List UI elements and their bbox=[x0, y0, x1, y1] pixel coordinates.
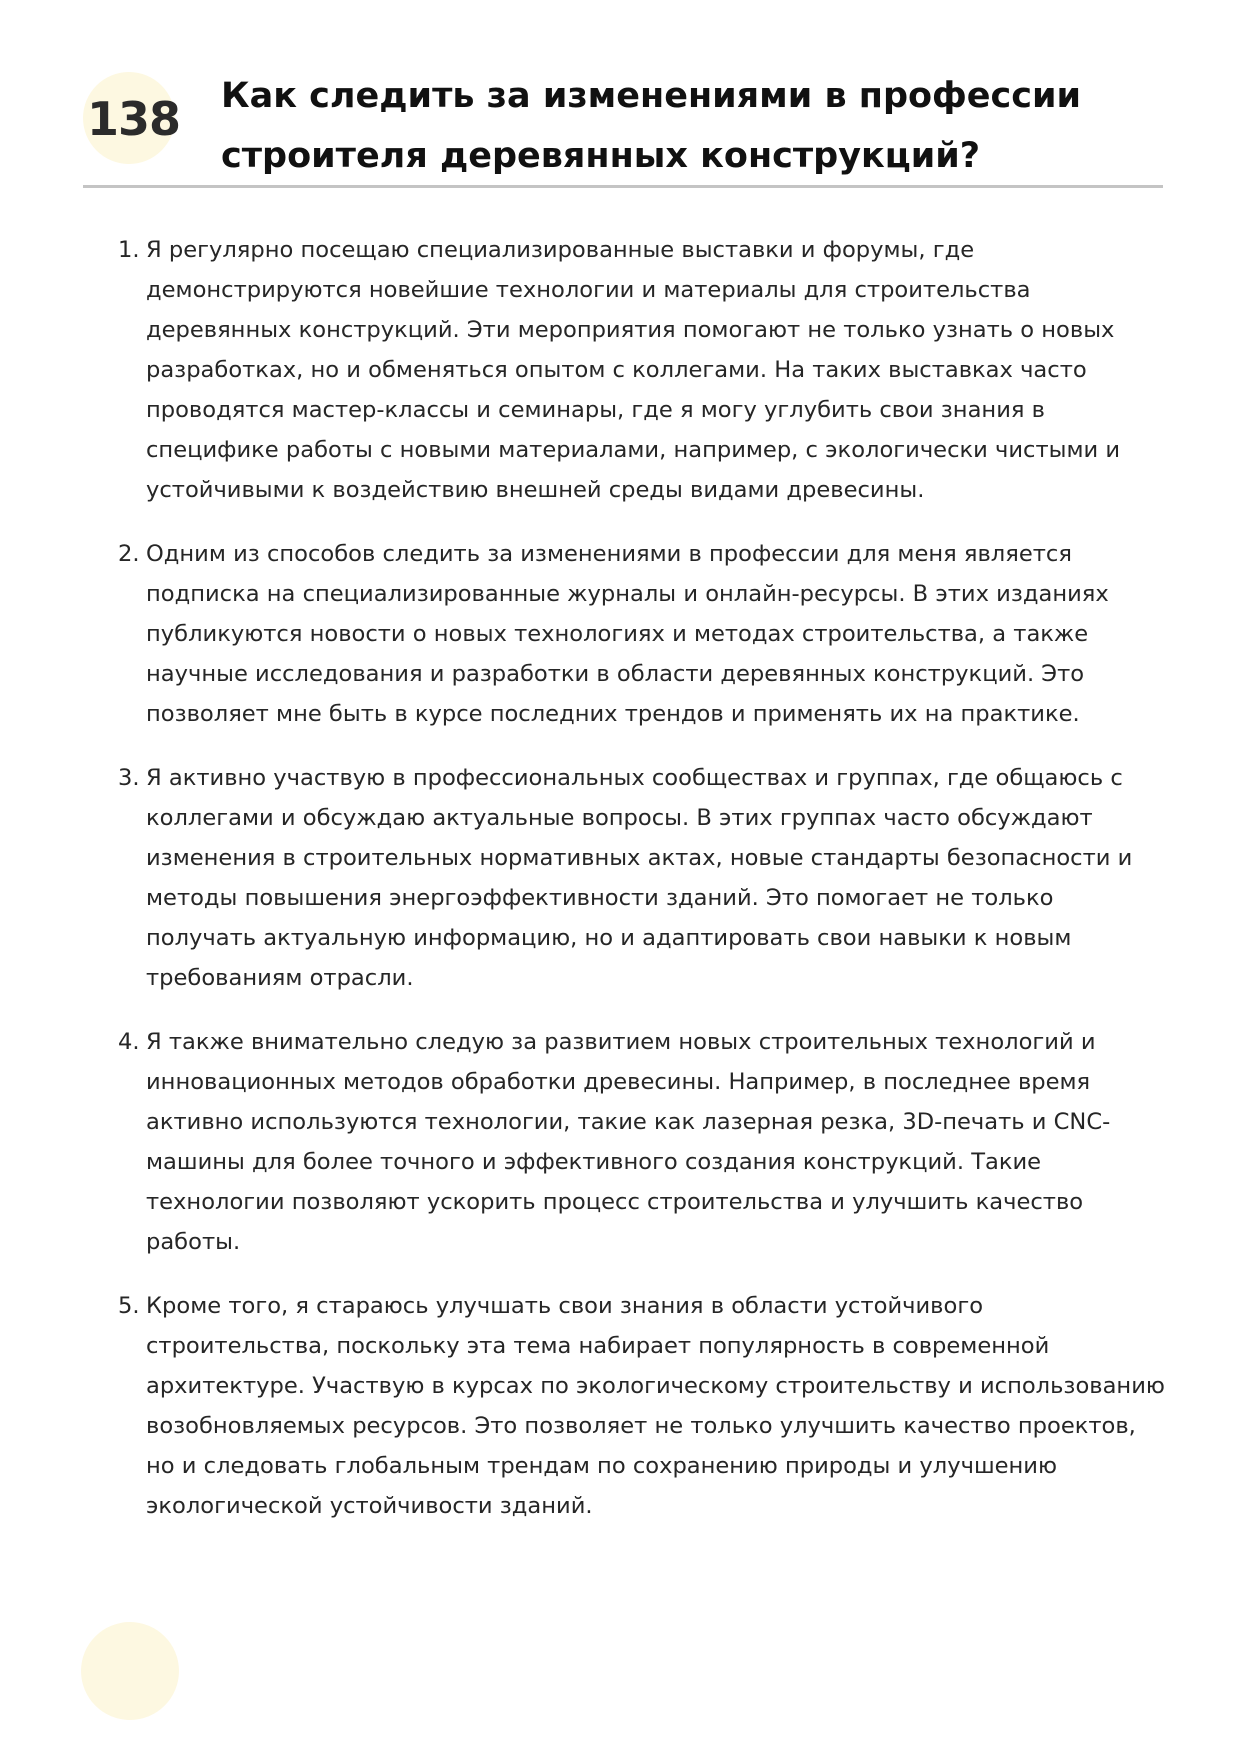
list-item-text: Я регулярно посещаю специализированные выставки и форумы, где демонстрируются новейшие технологии и материалы для строительства деревянных конструкций. Эти мероприятия помогают не только узнать о новых разработках, но и обменяться опытом с коллегами. На таких выставках часто проводятся мастер-классы и семинары, где я могу углубить свои знания в специфике работы с новыми материалами, например, с экологически чистыми и устойчивыми к воздействию внешней среды видами древесины. bbox=[146, 237, 1121, 503]
list-item bbox=[118, 534, 1168, 734]
list-item bbox=[118, 1286, 1168, 1526]
list-item-text: Я активно участвую в профессиональных сообществах и группах, где общаюсь с коллегами и обсуждаю актуальные вопросы. В этих группах часто обсуждают изменения в строительных нормативных актах, новые стандарты безопасности и методы повышения энергоэффективности зданий. Это помогает не только получать актуальную информацию, но и адаптировать свои навыки к новым требованиям отрасли. bbox=[146, 765, 1133, 991]
page-header bbox=[83, 62, 1163, 188]
list-item bbox=[118, 758, 1168, 998]
list-item-text: Я также внимательно следую за развитием новых строительных технологий и инновационных методов обработки древесины. Например, в последнее время активно используются технологии, такие как лазерная резка, 3D-печать и CNC-машины для более точного и эффективного создания конструкций. Такие технологии позволяют ускорить процесс строительства и улучшить качество работы. bbox=[146, 1029, 1111, 1255]
answer-list bbox=[118, 230, 1168, 1550]
list-item-text: Одним из способов следить за изменениями в профессии для меня является подписка на специализированные журналы и онлайн-ресурсы. В этих изданиях публикуются новости о новых технологиях и методах строительства, а также научные исследования и разработки в области деревянных конструкций. Это позволяет мне быть в курсе последних трендов и применять их на практике. bbox=[146, 541, 1109, 727]
page-title-line-1: Как следить за изменениями в профессии bbox=[221, 76, 1082, 116]
list-item-number: 3. bbox=[118, 765, 140, 791]
page-number: 138 bbox=[87, 92, 181, 146]
page-title-line-2: строителя деревянных конструкций? bbox=[221, 136, 981, 176]
list-item-number: 1. bbox=[118, 237, 140, 263]
list-item-text: Кроме того, я стараюсь улучшать свои знания в области устойчивого строительства, поскольку эта тема набирает популярность в современной архитектуре. Участвую в курсах по экологическому строительству и использованию возобновляемых ресурсов. Это позволяет не только улучшить качество проектов, но и следовать глобальным трендам по сохранению природы и улучшению экологической устойчивости зданий. bbox=[146, 1293, 1165, 1519]
list-item bbox=[118, 230, 1168, 510]
page-title bbox=[221, 66, 1161, 186]
list-item-number: 5. bbox=[118, 1293, 140, 1319]
list-item-number: 2. bbox=[118, 541, 140, 567]
footer-decoration bbox=[81, 1622, 179, 1720]
list-item-number: 4. bbox=[118, 1029, 140, 1055]
list-item bbox=[118, 1022, 1168, 1262]
